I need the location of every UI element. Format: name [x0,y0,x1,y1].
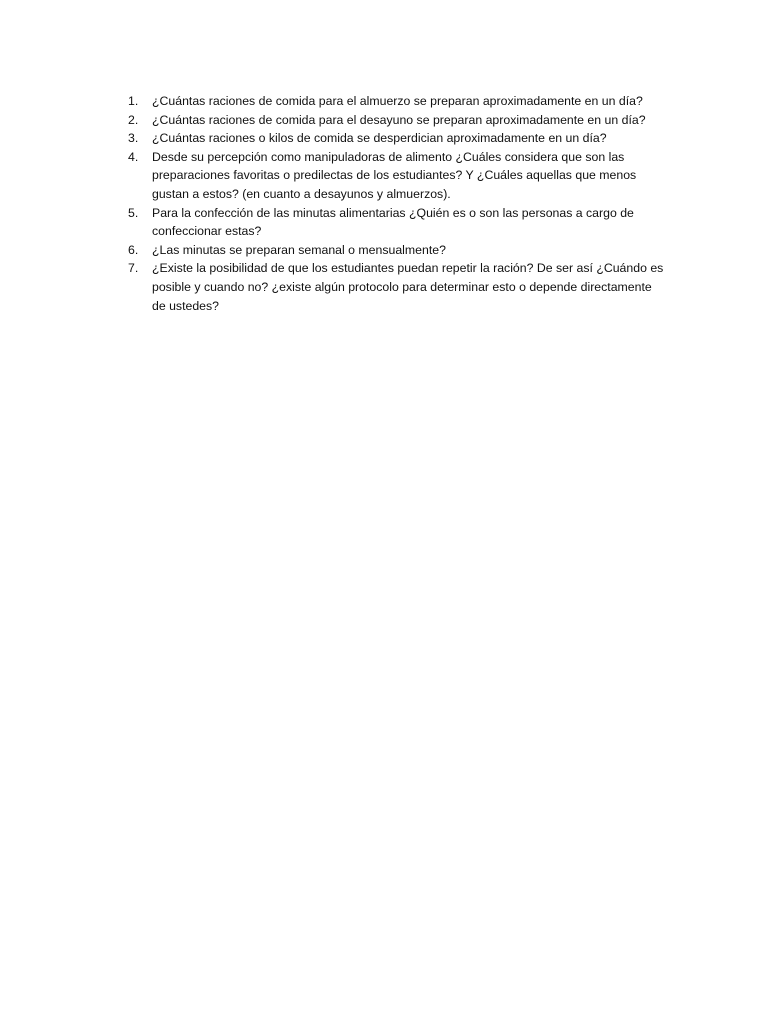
question-list [128,92,668,315]
question-number: 2. [128,112,139,127]
question-number: 4. [128,149,139,164]
question-text: ¿Cuántas raciones de comida para el almuerzo se preparan aproximadamente en un día? [152,94,643,108]
question-item-5 [128,204,668,241]
question-item-6 [128,241,668,260]
question-text: ¿Las minutas se preparan semanal o mensualmente? [152,242,446,257]
question-text: ¿Existe la posibilidad de que los estudiantes puedan repetir la ración? De ser así ¿Cuándo es posible y cuando no? ¿existe algún protocolo para determinar esto o depende directamente de ustedes? [152,261,664,313]
question-number: 6. [128,242,139,257]
question-text: Para la confección de las minutas alimentarias ¿Quién es o son las personas a cargo de confeccionar estas? [152,205,634,239]
question-text: ¿Cuántas raciones de comida para el desayuno se preparan aproximadamente en un día? [152,112,646,127]
question-item-7 [128,259,668,315]
question-item-2 [128,111,668,130]
question-item-4 [128,148,668,204]
question-number: 7. [128,261,139,276]
question-number: 3. [128,131,139,146]
question-item-3 [128,129,668,148]
question-text: Desde su percepción como manipuladoras de alimento ¿Cuáles considera que son las preparaciones favoritas o predilectas de los estudiantes? Y ¿Cuáles aquellas que menos gustan a estos? (en cuanto a desayunos y almuerzos). [152,149,637,201]
question-text: ¿Cuántas raciones o kilos de comida se desperdician aproximadamente en un día? [152,131,607,146]
question-item-1 [128,92,668,111]
question-number: 1. [128,94,139,108]
question-number: 5. [128,205,139,220]
